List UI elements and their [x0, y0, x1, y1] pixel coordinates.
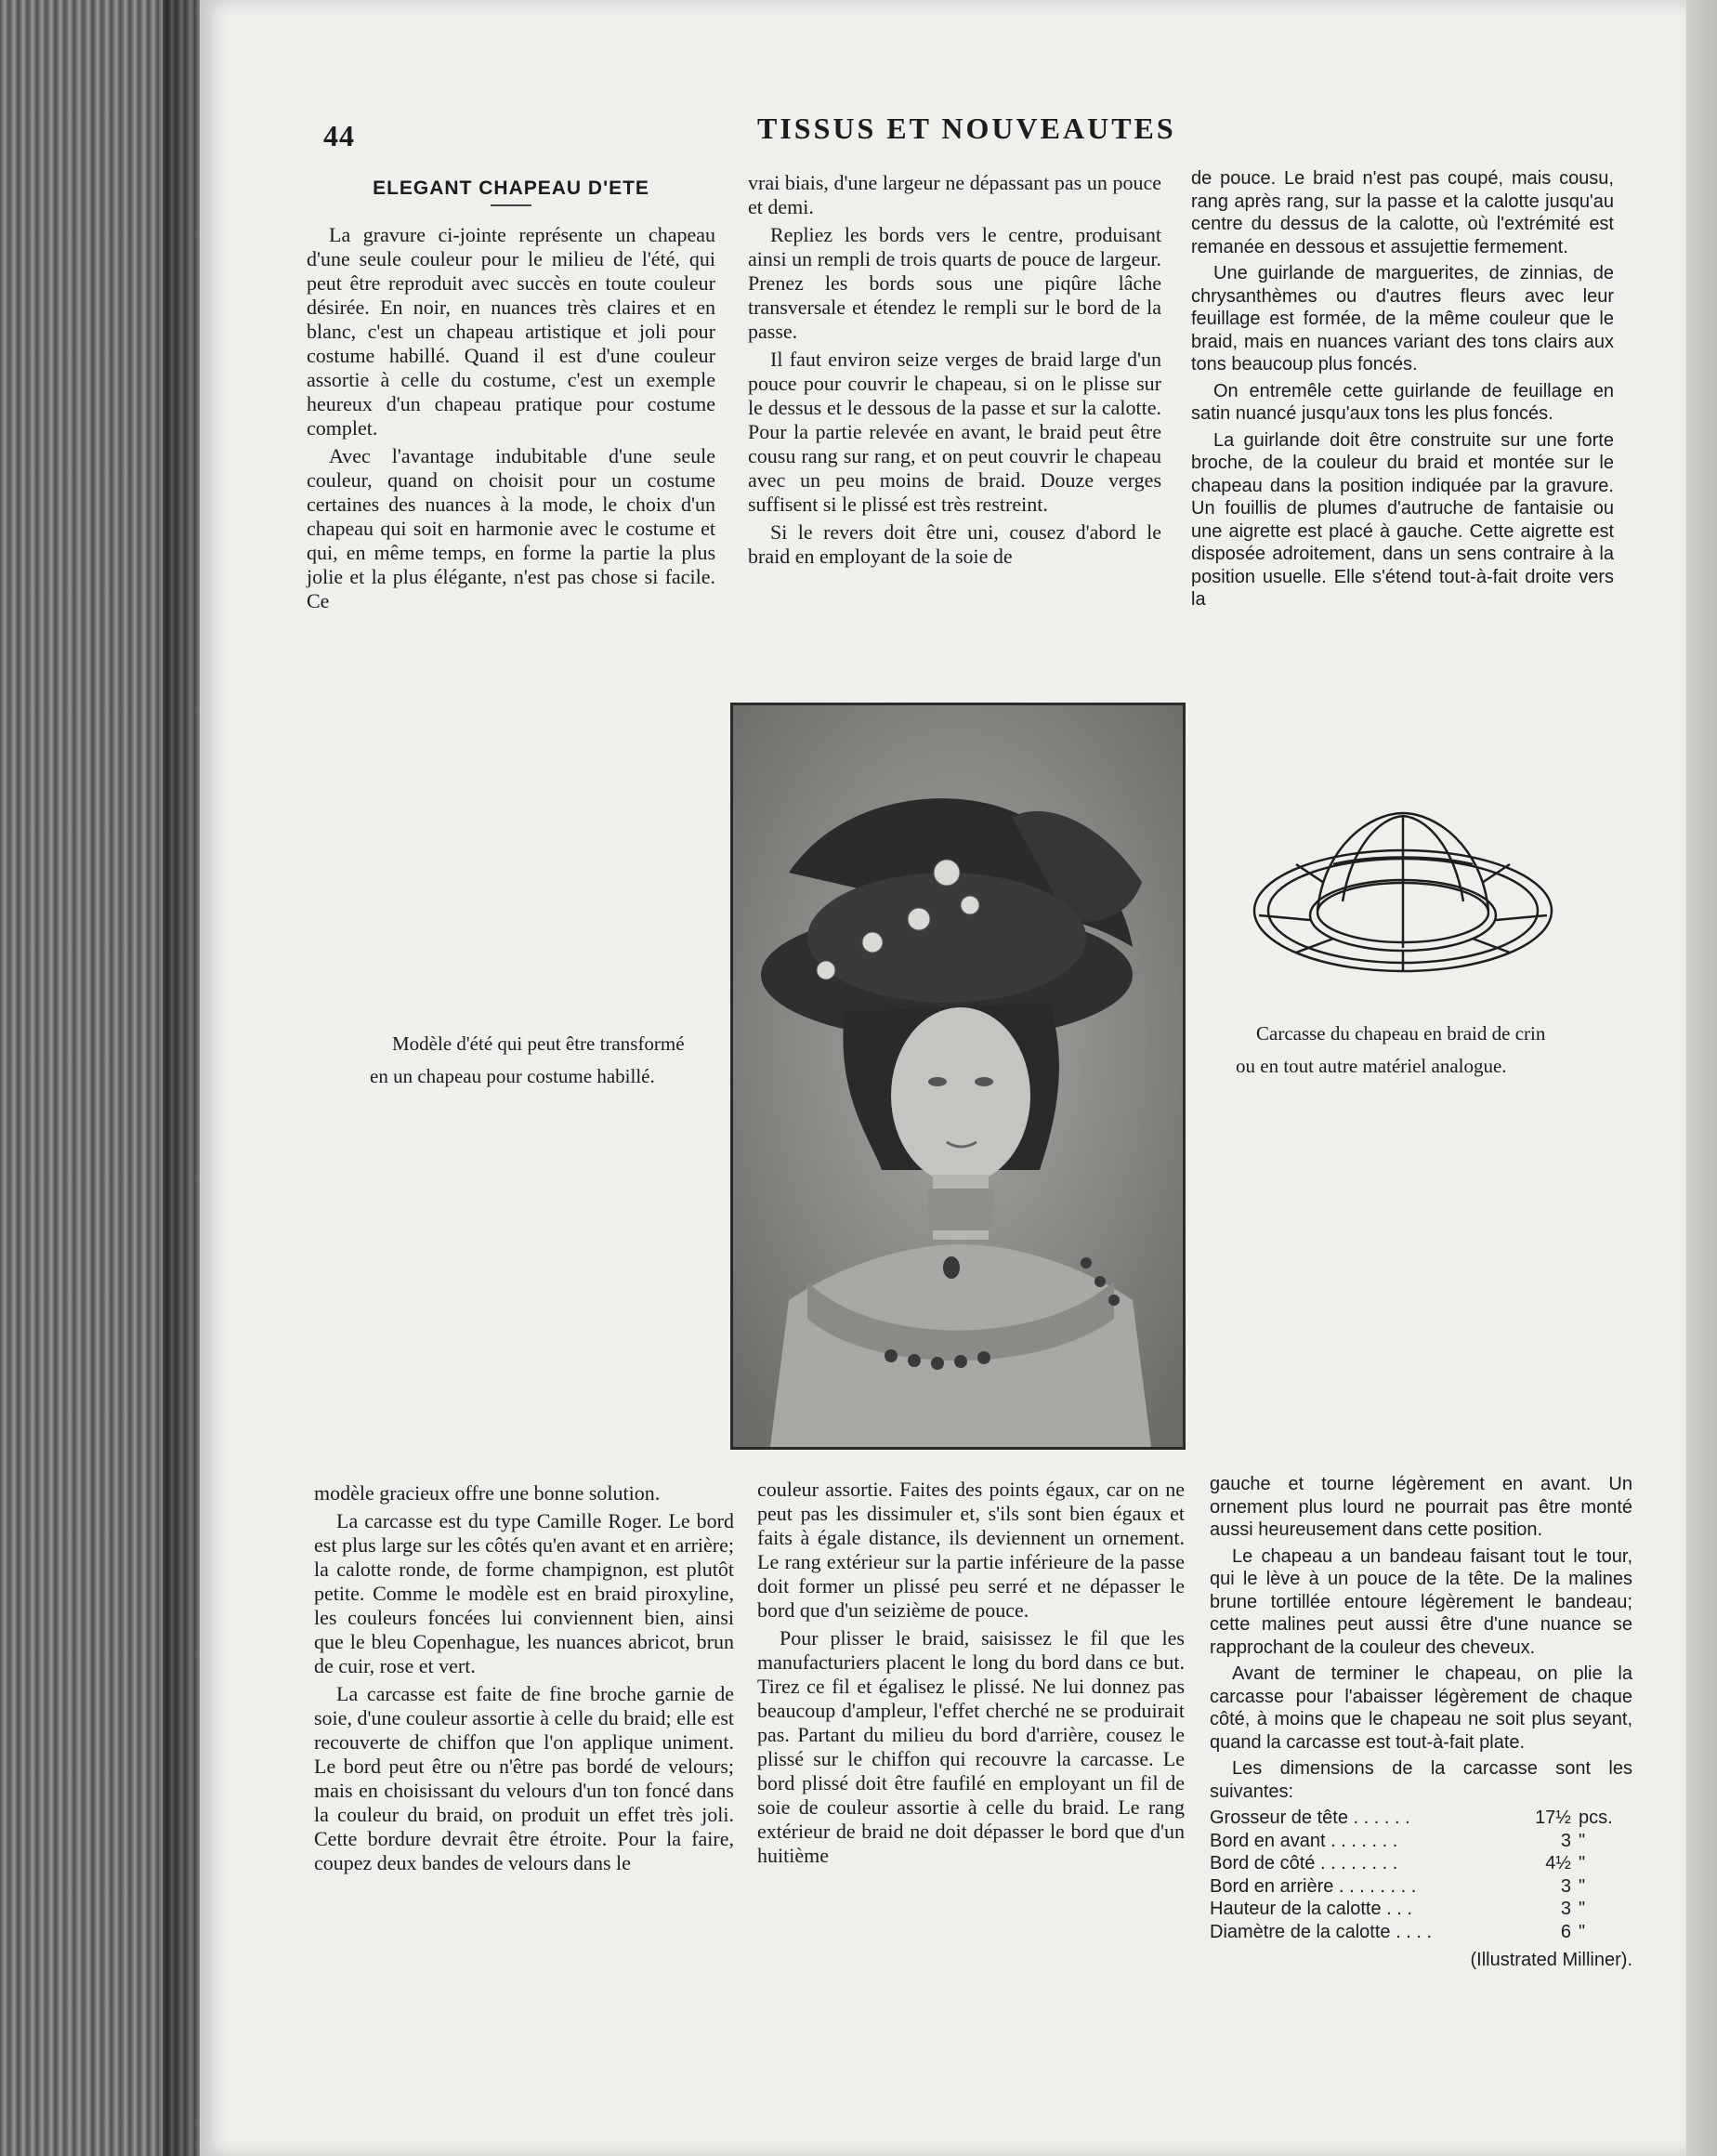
source-credit: (Illustrated Milliner).	[1470, 1950, 1632, 1970]
dimension-label: Bord de côté . . . . . . . .	[1210, 1853, 1398, 1873]
dimension-unit: "	[1579, 1899, 1586, 1919]
paragraph: de pouce. Le braid n'est pas coupé, mais cousu, rang après rang, sur la passe et la calotte jusqu'au centre du dessus de la calotte, où l'extrémité est remanée en dessous et assujettie fermement.	[1191, 168, 1614, 257]
paragraph: On entremêle cette guirlande de feuillage en satin nuancé jusqu'aux tons les plus foncés.	[1191, 380, 1614, 424]
dimension-label: Bord en arrière . . . . . . . .	[1210, 1875, 1417, 1897]
table-row	[1210, 1921, 1632, 1944]
paragraph: Il faut environ seize verges de braid large d'un pouce pour couvrir le chapeau, si on le plisse sur le dessus et le dessous de la passe et sur la calotte. Pour la partie relevée en avant, le braid peut être cousu rang sur rang, et on peut couvrir le chapeau avec un peu moins de braid. Douze verges suffisent si le plissé est très restreint.	[748, 348, 1161, 516]
paragraph: La gravure ci-jointe représente un chapeau d'une seule couleur pour le milieu de l'été, qui peut être reproduit avec succès en toute couleur désirée. En noir, en nuances très claires et en blanc, c'est un chapeau artistique et joli pour costume habillé. Quand il est d'une couleur assortie à celle du costume, c'est un exemple heureux d'un chapeau pratique pour costume complet.	[307, 223, 715, 440]
dimension-unit: "	[1579, 1921, 1586, 1942]
table-row	[1210, 1875, 1632, 1899]
dimension-label: Bord en avant . . . . . . .	[1210, 1830, 1398, 1851]
upper-column-2	[748, 171, 1161, 572]
paragraph: La guirlande doit être construite sur une forte broche, de la couleur du braid et montée sur le chapeau dans la position indiquée par la gravure. Un fouillis de plumes d'autruche de fantaisie ou une aigrette est placé à gauche. Cette aigrette est disposée adroitement, dans un sens contraire à la position usuelle. Elle s'étend tout-à-fait droite vers la	[1191, 429, 1614, 610]
lower-column-2	[757, 1478, 1185, 1872]
paragraph: Si le revers doit être uni, cousez d'abord le braid en employant de la soie de	[748, 520, 1161, 568]
hat-model-photograph	[730, 703, 1186, 1450]
paragraph: Repliez les bords vers le centre, produisant ainsi un rempli de trois quarts de pouce de largeur. Prenez les bords sous une piqûre lâche transversale et étendez le rempli sur le bord de la passe.	[748, 223, 1161, 343]
dimension-value: 3	[1560, 1899, 1571, 1919]
dimension-label: Grosseur de tête . . . . . .	[1210, 1808, 1410, 1828]
dimension-unit: pcs.	[1579, 1808, 1613, 1828]
running-head: TISSUS ET NOUVEAUTES	[757, 112, 1176, 145]
table-row	[1210, 1807, 1632, 1830]
table-row	[1210, 1898, 1632, 1921]
table-row	[1210, 1830, 1632, 1853]
dimension-label: Diamètre de la calotte . . . .	[1210, 1921, 1432, 1942]
dimension-value: 6	[1560, 1921, 1571, 1942]
paragraph: Pour plisser le braid, saisissez le fil que les manufacturiers placent le long du bord dans ce but. Tirez ce fil et égalisez le plissé. Ne lui donnez pas beaucoup d'ampleur, l'effet cherché ne se produirait pas. Partant du milieu du bord d'arrière, cousez le plissé sur le chiffon qui recouvre la carcasse. Le bord plissé doit être faufilé en employant un fil de soie de couleur assortie à celle du braid. Le rang extérieur de braid ne doit dépasser le bord que d'un huitième	[757, 1626, 1185, 1867]
dimension-label: Hauteur de la calotte . . .	[1210, 1899, 1412, 1919]
photo-caption: Modèle d'été qui peut être transformé en un chapeau pour costume habillé.	[370, 1032, 685, 1087]
paragraph: vrai biais, d'une largeur ne dépassant pas un pouce et demi.	[748, 171, 1161, 218]
frame-caption: Carcasse du chapeau en braid de crin ou en tout autre matériel analogue.	[1236, 1022, 1546, 1077]
paragraph: gauche et tourne légèrement en avant. Un ornement plus lourd ne pourrait pas être monté aussi heureusement dans cette position.	[1210, 1474, 1632, 1540]
dimension-unit: "	[1579, 1830, 1586, 1851]
paragraph: La carcasse est du type Camille Roger. Le bord est plus large sur les côtés qu'en avant et en arrière; la calotte ronde, de forme champignon, est plutôt petite. Comme le modèle est en braid piroxyline, les couleurs foncées lui conviennent bien, ainsi que le bleu Copenhague, les nuances abricot, brun de cuir, rose et vert.	[314, 1509, 734, 1677]
paragraph: La carcasse est faite de fine broche garnie de soie, d'une couleur assortie à celle du braid; elle est recouverte de chiffon que l'on applique uniment. Le bord peut être ou n'être pas bordé de velours; mais en choisissant du velours d'un ton foncé dans la couleur du braid, on produit un effet très joli. Cette bordure devrait être étroite. Pour la faire, coupez deux bandes de velours dans le	[314, 1682, 734, 1874]
hat-frame-diagram	[1240, 808, 1566, 985]
paragraph: Avant de terminer le chapeau, on plie la carcasse pour l'abaisser légèrement de chaque côté, à moins que le chapeau ne soit plus seyant, quand la carcasse est tout-à-fait plate.	[1210, 1663, 1632, 1753]
dimension-unit: "	[1579, 1875, 1586, 1897]
paragraph: Les dimensions de la carcasse sont les suivantes:	[1210, 1758, 1632, 1802]
lower-column-3	[1210, 1473, 1632, 1972]
paragraph: Avec l'avantage indubitable d'une seule couleur, quand on choisit pour un costume certaines des nuances à la mode, le choix d'un chapeau qui soit en harmonie avec le costume et qui, en même temps, en forme la partie la plus jolie et la plus élégante, n'est pas chose si facile. Ce	[307, 444, 715, 612]
title-rule	[491, 204, 531, 206]
dimension-value: 17½	[1535, 1808, 1571, 1828]
page-margin-shadow	[1686, 0, 1717, 2156]
page-number: 44	[323, 119, 355, 152]
paragraph: Une guirlande de marguerites, de zinnias, de chrysanthèmes ou d'autres fleurs avec leur feuillage est formée, de la même couleur que le braid, mais en nuances variant des tons clairs aux tons beaucoup plus foncés.	[1191, 263, 1614, 375]
book-page-edges	[0, 0, 200, 2156]
article-title: ELEGANT CHAPEAU D'ETE	[373, 177, 649, 199]
paragraph: modèle gracieux offre une bonne solution.	[314, 1481, 661, 1505]
dimension-value: 4½	[1545, 1853, 1571, 1873]
upper-column-3	[1191, 167, 1614, 615]
dimension-unit: "	[1579, 1853, 1586, 1873]
table-row	[1210, 1852, 1632, 1875]
lower-column-1	[314, 1481, 734, 1879]
paragraph: couleur assortie. Faites des points égaux, car on ne peut pas les dissimuler et, s'ils sont bien égaux et faits à égale distance, ils deviennent un ornement. Le rang extérieur sur la partie inférieure de la passe doit former un plissé peu serré et ne dépasser le bord que d'un seizième de pouce.	[757, 1478, 1185, 1622]
upper-column-1	[307, 177, 715, 617]
dimensions-table	[1210, 1807, 1632, 1943]
dimension-value: 3	[1560, 1875, 1571, 1897]
dimension-value: 3	[1560, 1830, 1571, 1851]
paragraph: Le chapeau a un bandeau faisant tout le tour, qui le lève à un pouce de la tête. De la malines brune tortillée entoure légèrement le bandeau; cette malines peut aussi être d'une nuance se rapprochant de la couleur des cheveux.	[1210, 1545, 1632, 1658]
